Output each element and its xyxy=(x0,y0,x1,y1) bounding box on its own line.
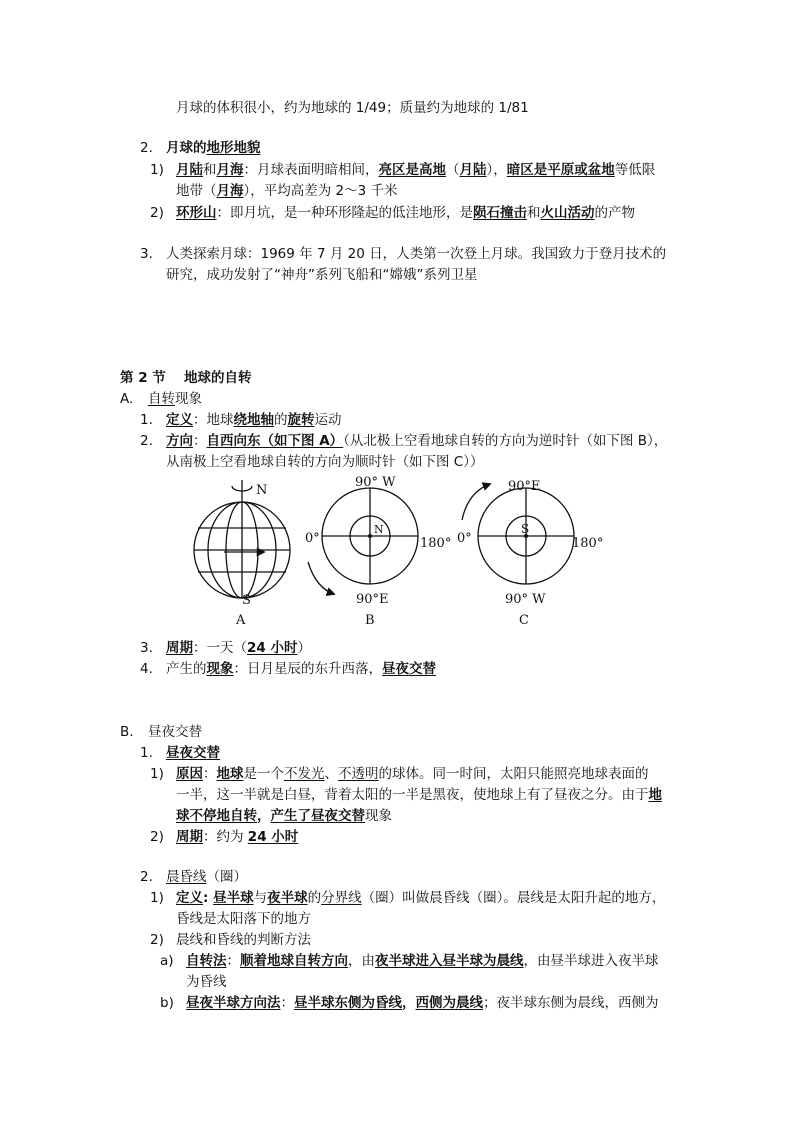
list-item-continued: 昏线是太阳落下的地方 xyxy=(176,911,311,927)
term: 地球 xyxy=(216,766,244,782)
text: 和 xyxy=(527,205,541,221)
term: 昼半球 xyxy=(213,890,254,906)
text: ， xyxy=(257,808,271,824)
term: 环形山 xyxy=(176,205,217,221)
list-item xyxy=(186,951,659,971)
globe-south-label: S xyxy=(242,593,251,608)
list-item: 晨线和昏线的判断方法 xyxy=(176,932,311,948)
text: ：日月星辰的东升西落， xyxy=(233,661,382,677)
list-item xyxy=(176,160,655,180)
text: ：地球 xyxy=(193,412,234,428)
item-number: 2) xyxy=(150,829,164,845)
text: ：即月坑，是一种环形隆起的低洼地形，是 xyxy=(216,205,473,221)
paragraph-line: 人类探索月球：1969 年 7 月 20 日，人类第一次登上月球。我国致力于登月技术的 xyxy=(166,246,667,262)
b-top-label: 90° W xyxy=(355,476,396,490)
list-item xyxy=(166,638,311,658)
item-number: 2) xyxy=(150,932,164,948)
list-item xyxy=(176,827,298,847)
text: （ xyxy=(446,162,460,178)
c-bottom-label: 90° W xyxy=(505,592,546,607)
term: 绕地轴 xyxy=(233,412,274,428)
heading-text: 现象 xyxy=(175,391,202,407)
section-heading: 昼夜交替 xyxy=(148,724,202,740)
item-number: 1) xyxy=(150,890,164,906)
text: 的产物 xyxy=(594,205,635,221)
caption-c: C xyxy=(519,613,529,628)
subsection-heading xyxy=(166,867,247,887)
term: 昼夜交替 xyxy=(382,661,436,677)
text: ） xyxy=(297,640,311,656)
c-center-label: S xyxy=(521,522,530,536)
list-item xyxy=(186,993,659,1013)
list-item xyxy=(166,659,436,679)
text: 的 xyxy=(274,412,288,428)
chapter-title: 地球的自转 xyxy=(184,370,252,386)
text: 一半，这一半就是白昼，背着太阳的一半是黑夜，使地球上有了昼夜之分。由于 xyxy=(176,787,649,803)
term: 自西向东（如下图 A） xyxy=(206,433,344,449)
counterclockwise-arrow xyxy=(308,562,334,594)
item-number: 2. xyxy=(140,869,153,885)
b-left-label: 0° xyxy=(305,531,320,546)
heading-text: 月球的 xyxy=(166,140,207,156)
term: 昼半球东侧为昏线 xyxy=(294,995,402,1011)
term: 地 xyxy=(648,787,662,803)
clockwise-arrow xyxy=(462,484,490,520)
term: 月陆 xyxy=(176,162,203,178)
list-item xyxy=(166,431,667,451)
text: ）， xyxy=(486,162,507,178)
term: 球不停地自转 xyxy=(176,808,257,824)
term: 产生了昼夜交替 xyxy=(270,808,365,824)
b-center-label: N xyxy=(374,523,384,536)
heading-text: （圈） xyxy=(206,869,247,885)
text: ： xyxy=(280,995,294,1011)
section-label: A. xyxy=(120,391,134,407)
text: ；夜半球东侧为晨线，西侧为 xyxy=(483,995,659,1011)
globe-north-label: N xyxy=(256,483,268,498)
term: 火山活动 xyxy=(540,205,595,221)
term: 亮区是高地 xyxy=(378,162,446,178)
term: 暗区是平原或盆地 xyxy=(506,162,615,178)
b-right-label: 180° xyxy=(420,536,452,551)
item-number: a) xyxy=(160,953,174,969)
text: ， xyxy=(402,995,416,1011)
list-item-continued xyxy=(176,785,662,805)
text: 产生的 xyxy=(166,661,207,677)
text: 与 xyxy=(253,890,268,906)
c-left-label: 0° xyxy=(457,531,472,546)
term: 方向 xyxy=(166,433,193,449)
text: ），平均高差为 2～3 千米 xyxy=(243,183,398,199)
text: 等低限 xyxy=(614,162,656,178)
text: 和 xyxy=(203,162,217,178)
paragraph-line: 研究，成功发射了“神舟”系列飞船和“嫦娥”系列卫星 xyxy=(166,267,478,283)
list-item xyxy=(176,888,665,908)
term: 顺着地球自转方向 xyxy=(240,953,348,969)
term: 月陆 xyxy=(459,162,487,178)
item-number: 1) xyxy=(150,766,164,782)
text: 是一个 xyxy=(243,766,284,782)
heading-link-text: 地形地貌 xyxy=(206,140,261,156)
term: 定义 xyxy=(166,412,193,428)
section-heading xyxy=(148,389,202,409)
text: ：约为 xyxy=(203,829,248,845)
text: ：月球表面明暗相间， xyxy=(243,162,379,178)
list-item-continued: 为昏线 xyxy=(186,974,227,990)
term: 分界线 xyxy=(321,890,362,906)
moon-size-text: 月球的体积很小，约为地球的 1/49；质量约为地球的 1/81 xyxy=(176,100,529,116)
item-number: 2) xyxy=(150,205,164,221)
caption-a: A xyxy=(236,613,246,628)
text: 运动 xyxy=(314,412,342,428)
term: 原因 xyxy=(176,766,203,782)
heading-text: 自转 xyxy=(148,391,175,407)
term: 自转法 xyxy=(186,953,227,969)
text: （从北极上空看地球自转的方向为逆时针（如下图 B）， xyxy=(343,433,668,449)
heading-text: 晨昏线 xyxy=(166,869,207,885)
c-right-label: 180° xyxy=(572,536,604,551)
text: ：一天（ xyxy=(193,640,247,656)
item-number: 2. xyxy=(140,140,153,156)
term: 陨石撞击 xyxy=(473,205,527,221)
text: 的 xyxy=(307,890,322,906)
text: ： xyxy=(203,766,217,782)
rotation-figure xyxy=(180,476,620,636)
item-number: 2. xyxy=(140,433,153,449)
term: 夜半球 xyxy=(267,890,308,906)
list-item xyxy=(176,764,649,784)
text: 地带（ xyxy=(176,183,217,199)
term: 不发光 xyxy=(284,766,325,782)
item-number: 1. xyxy=(140,412,153,428)
section-heading xyxy=(166,138,261,158)
term: 定义 xyxy=(176,890,203,906)
term: 西侧为晨线 xyxy=(415,995,483,1011)
term: 昼夜半球方向法 xyxy=(186,995,281,1011)
term: 24 小时 xyxy=(247,829,299,845)
term: 24 小时 xyxy=(247,640,298,656)
b-bottom-label: 90°E xyxy=(356,592,389,607)
item-number: b) xyxy=(160,995,174,1011)
subsection-heading: 昼夜交替 xyxy=(166,745,220,761)
term: 旋转 xyxy=(287,412,315,428)
term: 周期 xyxy=(176,829,203,845)
text: 的球体。同一时间，太阳只能照亮地球表面的 xyxy=(378,766,649,782)
text: 现象 xyxy=(365,808,392,824)
chapter-number: 第 2 节 xyxy=(120,370,166,386)
c-top-label: 90°E xyxy=(508,479,541,494)
term: 现象 xyxy=(206,661,234,677)
text: ，由 xyxy=(348,953,375,969)
term: 月海 xyxy=(216,162,244,178)
caption-b: B xyxy=(365,613,375,628)
item-number: 4. xyxy=(140,661,153,677)
list-item xyxy=(176,203,635,223)
item-number: 3. xyxy=(140,246,153,262)
text: （圈）叫做晨昏线（圈）。晨线是太阳升起的地方， xyxy=(361,890,666,906)
item-number: 3. xyxy=(140,640,153,656)
term: 月海 xyxy=(216,183,244,199)
text: : xyxy=(203,890,214,906)
term: 不透明 xyxy=(338,766,379,782)
item-number: 1) xyxy=(150,162,164,178)
text: 、 xyxy=(324,766,338,782)
list-item xyxy=(166,410,342,430)
item-number: 1. xyxy=(140,745,153,761)
section-label: B. xyxy=(120,724,134,740)
list-item-continued xyxy=(176,181,398,201)
list-item-continued: 从南极上空看地球自转的方向为顺时针（如下图 C）） xyxy=(166,454,484,470)
term: 夜半球进入昼半球为晨线 xyxy=(375,953,524,969)
term: 周期 xyxy=(166,640,193,656)
text: ： xyxy=(193,433,207,449)
text: ，由昼半球进入夜半球 xyxy=(523,953,659,969)
text: ： xyxy=(226,953,240,969)
list-item-continued xyxy=(176,806,392,826)
